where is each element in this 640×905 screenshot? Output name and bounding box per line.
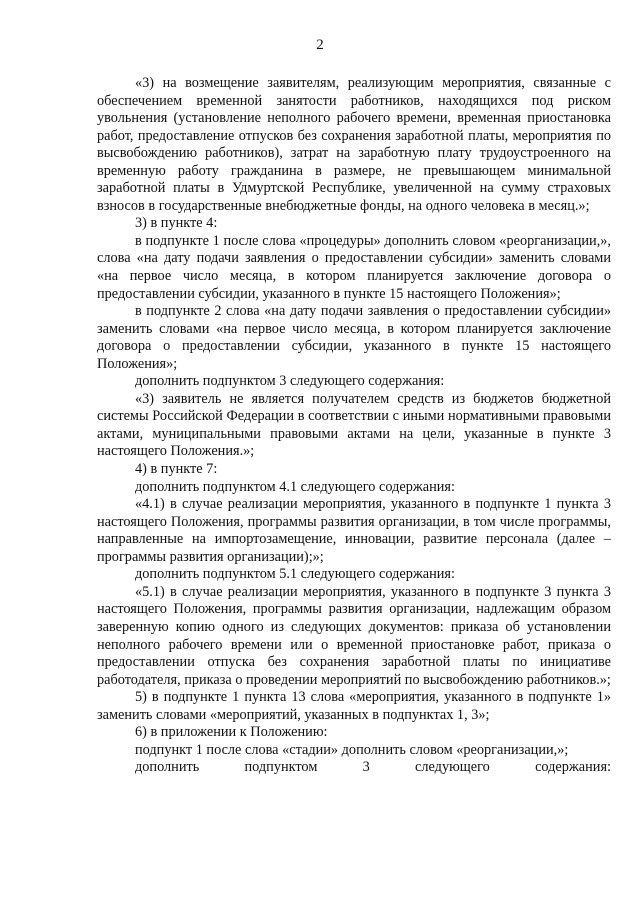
paragraph-item-4-add-4-1: дополнить подпунктом 4.1 следующего содержания:	[135, 478, 455, 495]
paragraph-item-3-add-sub-3: дополнить подпунктом 3 следующего содержания:	[135, 373, 445, 390]
paragraph-item-5: 5) в подпункте 1 пункта 13 слова «мероприятия, указанного в подпункте 1» заменить словами «мероприятий, указанных в подпунктах 1, 3»;	[97, 689, 611, 723]
paragraph-item-3-header: 3) в пункте 4:	[135, 215, 218, 232]
paragraph-item-3-sub-1: в подпункте 1 после слова «процедуры» дополнить словом «реорганизации,», слова «на дату подачи заявления о предоставлении субсидии» заменить словами «на первое число месяца, в котором планируется заключение договора о предоставлении субсидии, указанного в пункте 15 настоящего Положения»;	[97, 232, 611, 302]
paragraph-item-6-sub-1: подпункт 1 после слова «стадии» дополнить словом «реорганизации,»;	[135, 741, 569, 758]
paragraph-item-6-add-sub-3: дополнить подпунктом 3 следующего содержания:	[135, 759, 611, 776]
page-number: 2	[316, 37, 324, 53]
paragraph-item-6-header: 6) в приложении к Положению:	[135, 724, 328, 741]
document-body	[97, 75, 611, 777]
paragraph-item-4-sub-4-1-text: «4.1) в случае реализации мероприятия, указанного в подпункте 1 пункта 3 настоящего Положения, программы развития организации, в том числе программы, направленные на импортозамещение, инновации, развитие персонала (далее – программы развития организации);»;	[97, 496, 611, 565]
paragraph-subitem-3-text: «3) на возмещение заявителям, реализующим мероприятия, связанные с обеспечением временной занятости работников, находящихся под риском увольнения (установление неполного рабочего времени, временная приостановка работ, предоставление отпусков без сохранения заработной платы, мероприятия по высвобождению работников), затрат на заработную плату трудоустроенного на временную работу гражданина в размере, не превышающем минимальной заработной платы в Удмуртской Республике, увеличенной на сумму страховых взносов в государственные внебюджетные фонды, на одного человека в месяц.»;	[97, 75, 611, 214]
paragraph-item-4-header: 4) в пункте 7:	[135, 461, 218, 478]
paragraph-item-3-sub-2: в подпункте 2 слова «на дату подачи заявления о предоставлении субсидии» заменить словами «на первое число месяца, в котором планируется заключение договора о предоставлении субсидии, указанного в пункте 15 настоящего Положения»;	[97, 303, 611, 372]
paragraph-item-3-sub-3-text: «3) заявитель не является получателем средств из бюджетов бюджетной системы Российской Федерации в соответствии с иными нормативными правовыми актами, муниципальными правовыми актами на цели, указанные в пункте 3 настоящего Положения.»;	[97, 390, 611, 460]
paragraph-item-4-add-5-1: дополнить подпунктом 5.1 следующего содержания:	[135, 566, 455, 583]
paragraph-item-4-sub-5-1-text: «5.1) в случае реализации мероприятия, указанного в подпункте 3 пункта 3 настоящего Положения, программы развития организации, надлежащим образом заверенную копию одного из следующих документов: приказа об установлении неполного рабочего времени или о временной приостановке работ, приказа о предоставлении отпуска без сохранения заработной платы по инициативе работодателя, приказа о проведении мероприятий по высвобождению работников.»;	[97, 583, 611, 688]
